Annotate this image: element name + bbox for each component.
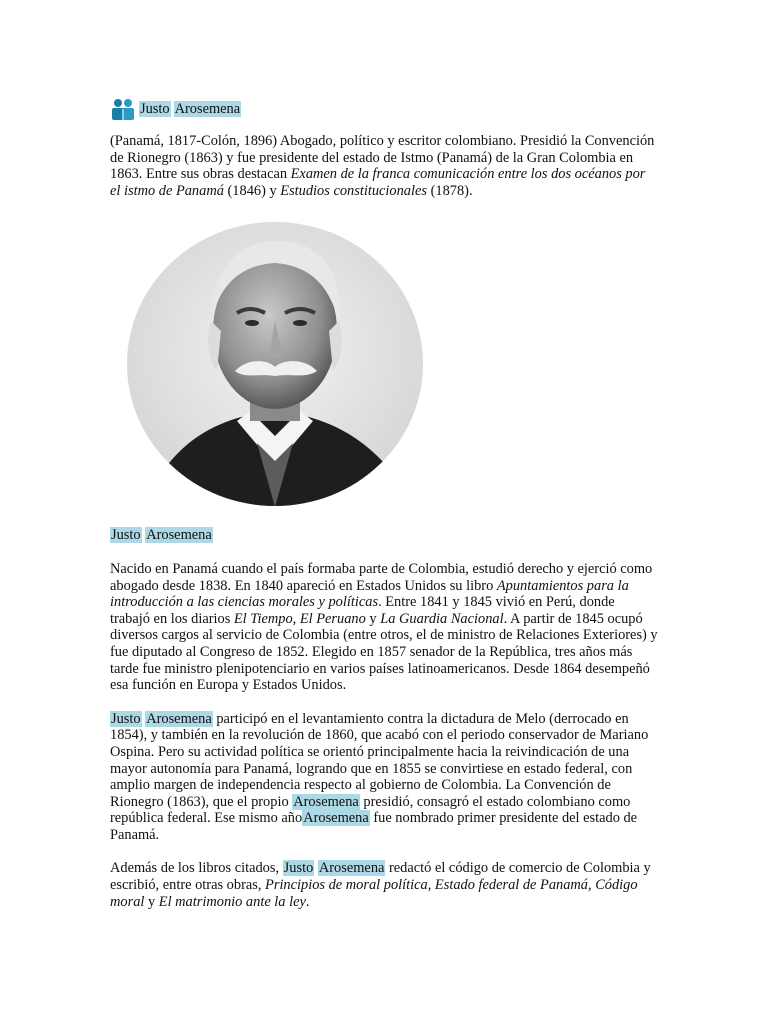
p1-newspaper-3: La Guardia Nacional: [380, 610, 504, 627]
users-icon: [110, 98, 136, 120]
p3-name-first: Justo: [283, 860, 314, 877]
title-line: [110, 98, 658, 120]
title-last-name: Arosemena: [174, 100, 241, 117]
p2-name-2: Arosemena: [293, 793, 359, 810]
caption-first-name: Justo: [111, 527, 141, 544]
p2-name-3: Arosemena: [303, 810, 369, 827]
portrait: [125, 221, 425, 507]
p1-text-4: . A partir de 1845 ocupó diversos cargos al servicio de Colombia (entre otros, el de ministro de Relaciones Exteriores) y fue diputado al Congreso de 1852. Elegido en 1857 senador de la República, tres años más tarde fue ministro plenipotenciario en varios países latinoamericanos. Desde 1864 desempeñó esa función en Europa y Estados Unidos.: [110, 610, 658, 694]
p3-text-2: redactó el código de comercio de Colombia y escribió, entre otras obras,: [110, 860, 651, 894]
p3-books: Principios de moral política, Estado federal de Panamá, Código moral: [110, 877, 638, 910]
caption-last-name: Arosemena: [146, 527, 212, 544]
p1-text-2: . Entre 1841 y 1845 vivió en Perú, donde trabajó en los diarios: [110, 594, 615, 627]
p2-text-1: participó en el levantamiento contra la dictadura de Melo (derrocado en 1854), y también en la revolución de 1860, que acabó con el periodo conservador de Mariano Ospina. Pero su actividad política se orientó principalmente hacia la reivindicación de una mayor autonomía para Panamá, logrando que en 1855 se convirtiese en estado federal, con amplio margen de independencia respecto al gobierno de Colombia. La Convención de Rionegro (1863), que el propio: [110, 710, 649, 810]
p3-book-last: El matrimonio ante la ley: [158, 893, 306, 910]
intro-text-3: (1878).: [426, 182, 473, 199]
p3-text-1: Además de los libros citados,: [110, 860, 283, 877]
p2-name-last: Arosemena: [146, 710, 212, 727]
article: [110, 98, 658, 927]
p2-text-3: fue nombrado primer presidente del estado de Panamá.: [110, 810, 638, 843]
biography-paragraph-2: [110, 711, 658, 844]
intro-book-2: Estudios constitucionales: [280, 182, 427, 199]
p2-text-2: presidió, consagró el estado colombiano como república federal. Ese mismo año: [110, 793, 631, 827]
biography-paragraph-1: [110, 561, 658, 694]
p3-text-4: .: [305, 893, 310, 910]
p3-text-3: y: [144, 893, 159, 910]
portrait-caption: [110, 527, 658, 544]
p1-text-3: y: [365, 610, 381, 627]
portrait-image: [125, 221, 425, 507]
intro-text-2: (1846) y: [223, 182, 281, 199]
p3-name-last: Arosemena: [318, 860, 385, 877]
intro-book-1: Examen de la franca comunicación entre los dos océanos por el istmo de Panamá: [110, 166, 646, 199]
biography-paragraph-3: [110, 860, 658, 910]
title-first-name: Justo: [140, 100, 170, 117]
p1-text-1: Nacido en Panamá cuando el país formaba parte de Colombia, estudió derecho y ejerció como abogado desde 1838. En 1840 apareció en Estados Unidos su libro: [110, 560, 653, 594]
p2-name-first: Justo: [111, 710, 141, 727]
intro-paragraph: [110, 133, 658, 199]
intro-text-1: (Panamá, 1817-Colón, 1896) Abogado, político y escritor colombiano. Presidió la Convención de Rionegro (1863) y fue presidente del estado de Istmo (Panamá) de la Gran Colombia en 1863. Entre sus obras destacan: [110, 133, 655, 183]
p1-newspapers: El Tiempo, El Peruano: [233, 610, 366, 627]
p1-book: Apuntamientos para la introducción a las ciencias morales y políticas: [110, 577, 629, 611]
